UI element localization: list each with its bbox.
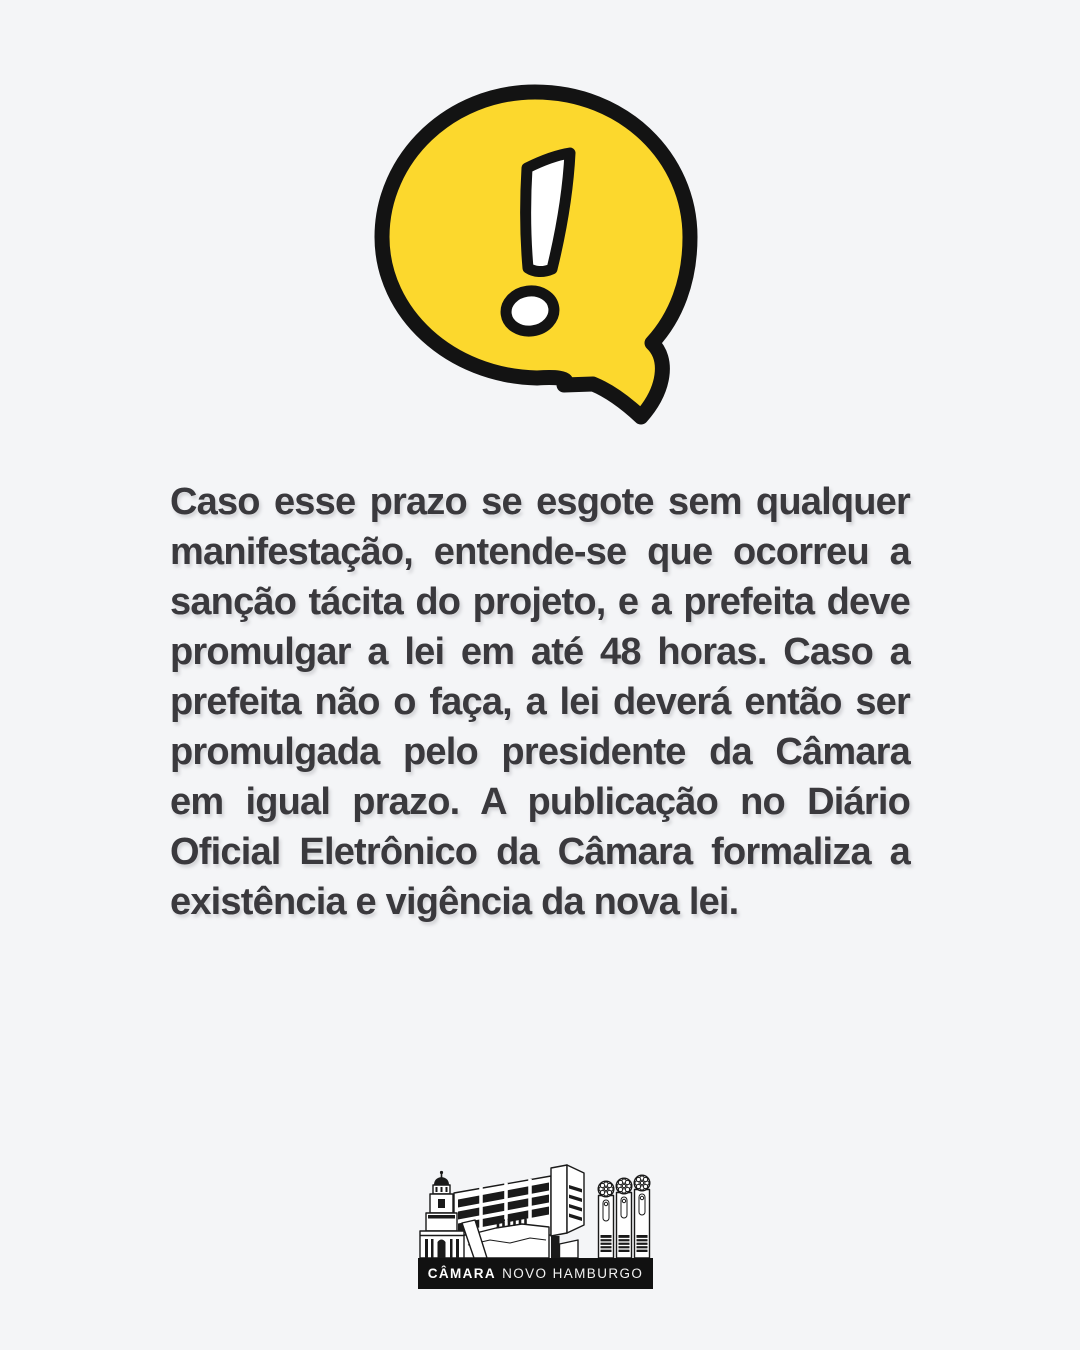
logo-name-bar — [418, 1258, 653, 1289]
text-line: Caso esse prazo se esgote sem qualquer — [170, 481, 910, 523]
text-line: em igual prazo. A publicação no Diário — [170, 781, 910, 823]
text-line: Oficial Eletrônico da Câmara formaliza a — [170, 831, 910, 873]
text-line: manifestação, entende-se que ocorreu a — [170, 531, 910, 573]
exclamation-dot — [503, 288, 556, 334]
text-line: sanção tácita do projeto, e a prefeita deve — [170, 581, 910, 623]
building-illustration-icon — [418, 1163, 653, 1258]
body-text — [170, 477, 910, 927]
monument-columns — [598, 1175, 650, 1258]
text-line: existência e vigência da nova lei. — [170, 881, 739, 923]
text-line: promulgar a lei em até 48 horas. Caso a — [170, 631, 910, 673]
text-line: promulgada pelo presidente da Câmara — [170, 731, 910, 773]
logo-text-camara: CÂMARA — [427, 1266, 497, 1281]
logo-text-city: NOVO HAMBURGO — [502, 1266, 644, 1281]
footer-logo — [418, 1163, 653, 1289]
text-line: prefeita não o faça, a lei deverá então ser — [170, 681, 910, 723]
exclamation-bubble-icon — [374, 82, 706, 434]
